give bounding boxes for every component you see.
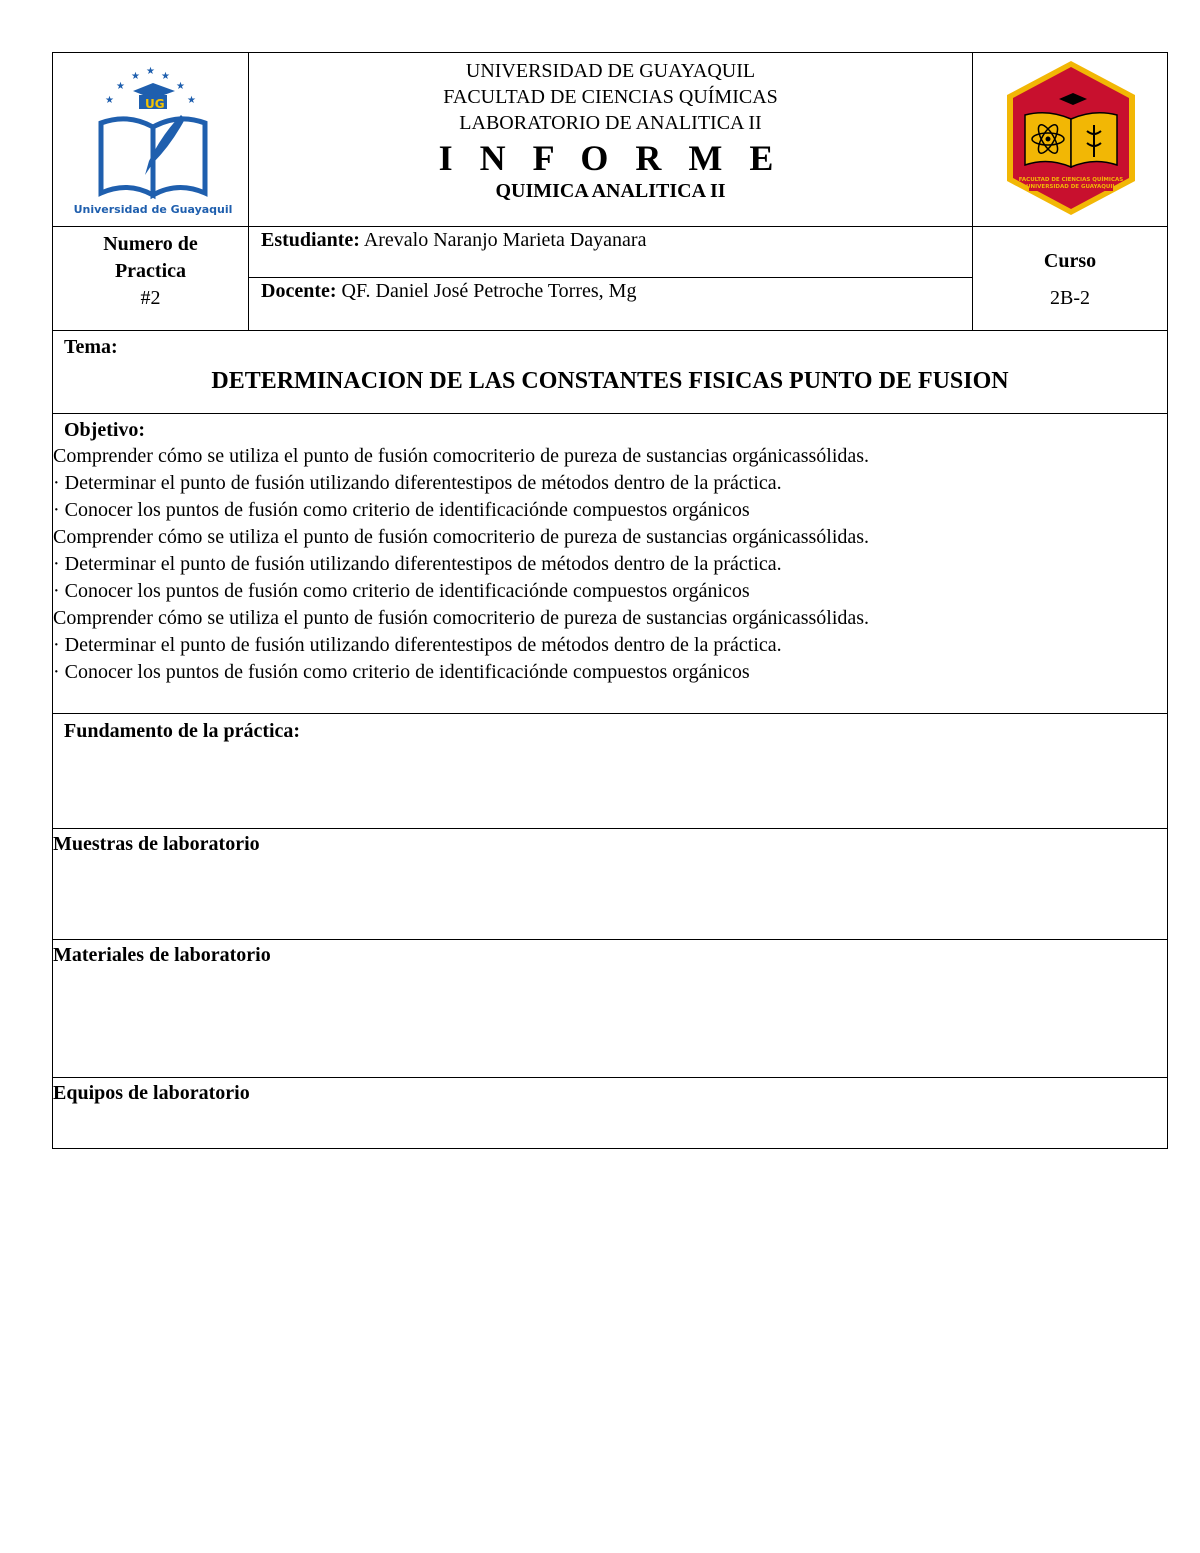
objetivo-line: · Conocer los puntos de fusión como criterio de identificaciónde compuestos orgánicos: [53, 580, 750, 602]
objetivo-line: · Determinar el punto de fusión utilizando diferentestipos de métodos dentro de la práctica.: [53, 634, 782, 656]
fcq-logo-text-1: FACULTAD DE CIENCIAS QUÍMICAS: [1018, 177, 1124, 183]
fcq-faculty-logo: [973, 53, 1168, 221]
fundamento-label: Fundamento de la práctica:: [64, 720, 301, 742]
course-label: Curso: [1043, 250, 1097, 272]
svg-text:★: ★: [131, 71, 140, 82]
muestras-label: Muestras de laboratorio: [53, 833, 260, 855]
right-logo-cell: [973, 53, 1168, 227]
report-title: I N F O R M E: [438, 138, 783, 178]
svg-text:★: ★: [161, 71, 170, 82]
student-row: [249, 227, 972, 278]
equipos-label: Equipos de laboratorio: [53, 1082, 250, 1104]
materiales-label: Materiales de laboratorio: [53, 944, 271, 966]
practice-number-cell: [53, 227, 249, 331]
svg-text:★: ★: [105, 95, 114, 106]
teacher-row: [249, 278, 972, 330]
course-cell: [973, 227, 1168, 331]
muestras-cell: [53, 829, 1168, 940]
header-title-cell: [249, 53, 973, 227]
ug-university-logo: [53, 53, 249, 221]
svg-text:★: ★: [116, 81, 125, 92]
practice-label-line1: Numero de: [103, 233, 198, 255]
subject-name: QUIMICA ANALITICA II: [495, 180, 726, 202]
objetivo-line: Comprender cómo se utiliza el punto de fusión comocriterio de pureza de sustancias orgánicassólidas.: [53, 526, 870, 548]
practice-label-line2: Practica: [114, 260, 187, 282]
objetivo-line: Comprender cómo se utiliza el punto de fusión comocriterio de pureza de sustancias orgánicassólidas.: [53, 445, 870, 467]
course-value: 2B-2: [1050, 287, 1090, 309]
teacher-name: QF. Daniel José Petroche Torres, Mg: [341, 280, 637, 302]
report-sheet: [52, 52, 1167, 1149]
practice-number: #2: [140, 287, 161, 309]
ug-logo-caption: Universidad de Guayaquil: [73, 203, 233, 216]
tema-label: Tema:: [64, 336, 118, 358]
university-name: UNIVERSIDAD DE GUAYAQUIL: [465, 60, 756, 82]
people-cell: [249, 227, 973, 331]
svg-text:★: ★: [146, 66, 155, 77]
tema-cell: [53, 331, 1168, 414]
fundamento-cell: [53, 714, 1168, 829]
objetivo-line: Comprender cómo se utiliza el punto de fusión comocriterio de pureza de sustancias orgánicassólidas.: [53, 607, 870, 629]
objetivo-cell: [53, 414, 1168, 714]
student-name: Arevalo Naranjo Marieta Dayanara: [363, 229, 647, 251]
student-label: Estudiante:: [261, 229, 360, 251]
equipos-cell: [53, 1078, 1168, 1149]
svg-text:UG: UG: [145, 97, 165, 111]
faculty-name: FACULTAD DE CIENCIAS QUÍMICAS: [443, 86, 778, 108]
left-logo-cell: [53, 53, 249, 227]
laboratory-name: LABORATORIO DE ANALITICA II: [459, 112, 762, 134]
objetivo-line: · Determinar el punto de fusión utilizando diferentestipos de métodos dentro de la práctica.: [53, 472, 782, 494]
svg-text:★: ★: [187, 95, 196, 106]
report-form-table: [52, 52, 1168, 1149]
objetivo-label: Objetivo:: [64, 419, 146, 441]
svg-text:★: ★: [176, 81, 185, 92]
materiales-cell: [53, 940, 1168, 1078]
objetivo-line: · Conocer los puntos de fusión como criterio de identificaciónde compuestos orgánicos: [53, 661, 750, 683]
objetivo-line: · Conocer los puntos de fusión como criterio de identificaciónde compuestos orgánicos: [53, 499, 750, 521]
fcq-logo-text-2: UNIVERSIDAD DE GUAYAQUIL: [1026, 184, 1116, 190]
tema-title: DETERMINACION DE LAS CONSTANTES FISICAS PUNTO DE FUSION: [211, 368, 1009, 394]
teacher-label: Docente:: [261, 280, 337, 302]
objetivo-line: · Determinar el punto de fusión utilizando diferentestipos de métodos dentro de la práctica.: [53, 553, 782, 575]
